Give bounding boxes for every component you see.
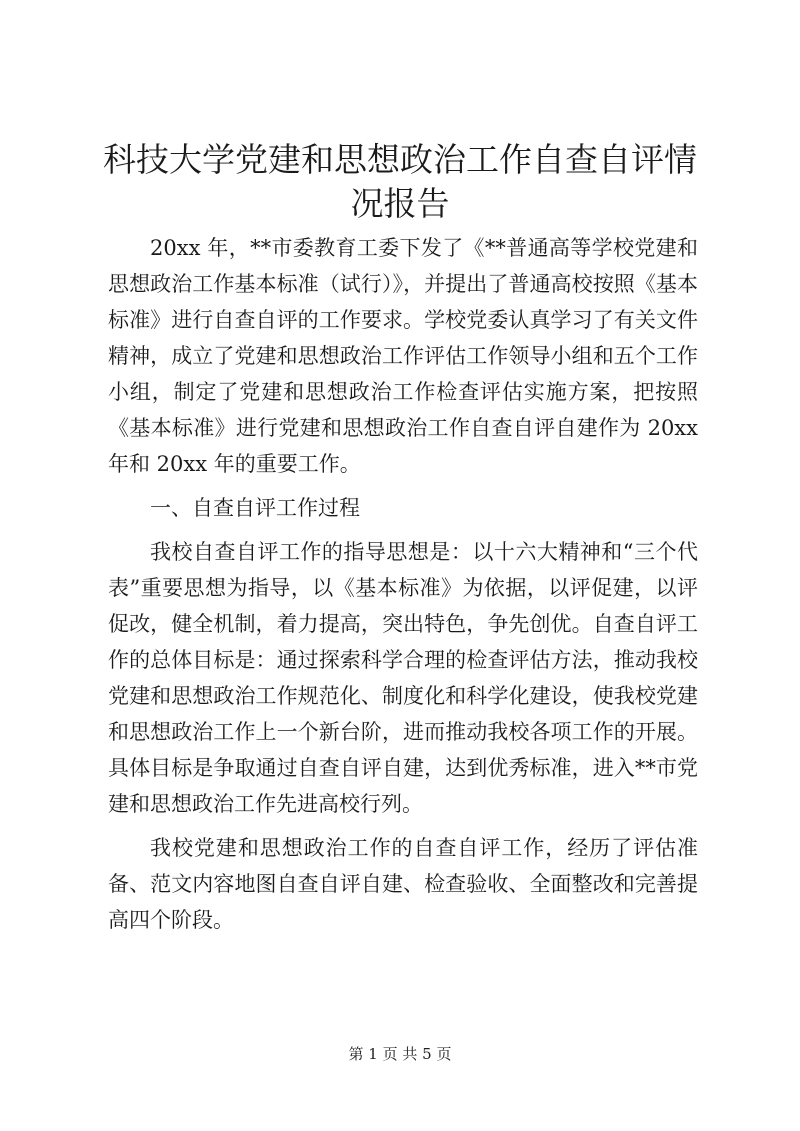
paragraph-guiding-thought: 我校自查自评工作的指导思想是：以十六大精神和“三个代表”重要思想为指导，以《基本标准》为依据，以评促建，以评促改，健全机制，着力提高，突出特色，争先创优。自查自评工作的总体目标是：通过探索科学合理的检查评估方法，推动我校党建和思想政治工作规范化、制度化和科学化建设，使我校党建和思想政治工作上一个新台阶，进而推动我校各项工作的开展。具体目标是争取通过自查自评自建，达到优秀标准，进入**市党建和思想政治工作先进高校行列。	[108, 540, 698, 816]
document-body	[108, 230, 698, 938]
paragraph-stages: 我校党建和思想政治工作的自查自评工作，经历了评估准备、范文内容地图自查自评自建、检查验收、全面整改和完善提高四个阶段。	[108, 836, 698, 932]
paragraph-intro: 20xx 年，**市委教育工委下发了《**普通高等学校党建和思想政治工作基本标准（试行）》，并提出了普通高校按照《基本标准》进行自查自评的工作要求。学校党委认真学习了有关文件精神，成立了党建和思想政治工作评估工作领导小组和五个工作小组，制定了党建和思想政治工作检查评估实施方案，把按照《基本标准》进行党建和思想政治工作自查自评自建作为 20xx 年和 20xx 年的重要工作。	[108, 236, 698, 476]
page-footer: 第 1 页 共 5 页	[348, 1045, 452, 1063]
section-heading: 一、自查自评工作过程	[150, 496, 360, 520]
document-title: 科技大学党建和思想政治工作自查自评情况报告	[103, 140, 697, 223]
